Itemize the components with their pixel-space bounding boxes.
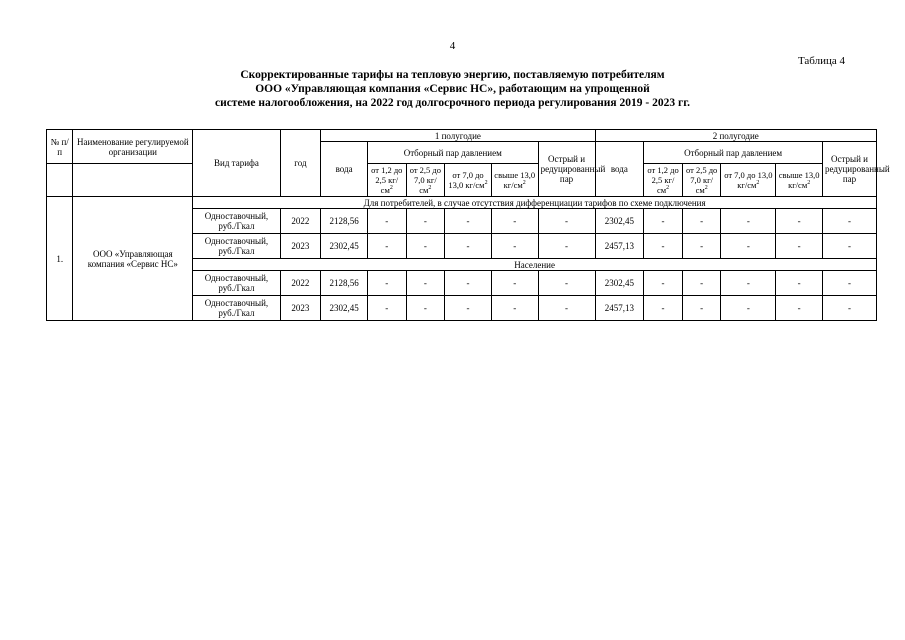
dash-cell: -	[406, 296, 445, 321]
header-pressure: от 2,5 до 7,0 $кг/см^2$	[682, 164, 721, 197]
header-half-2: 2 полугодие	[595, 130, 877, 142]
dash-cell: -	[682, 271, 721, 296]
header-pressure: от 7,0 до 13,0 $кг/см^2$	[721, 164, 776, 197]
row-number: 1.	[47, 197, 73, 321]
dash-cell: -	[644, 271, 683, 296]
dash-cell: -	[406, 271, 445, 296]
dash-cell: -	[445, 209, 492, 234]
dash-cell: -	[538, 209, 595, 234]
table-label: Таблица 4	[797, 55, 845, 67]
title-line: Скорректированные тарифы на тепловую энергию, поставляемую потребителям	[240, 69, 665, 81]
header-pressure: от 1,2 до 2,5 $кг/см^2$	[367, 164, 406, 197]
header-pressure: свыше 13,0 $кг/см^2$	[491, 164, 538, 197]
dash-cell: -	[367, 271, 406, 296]
dash-cell: -	[445, 271, 492, 296]
water-tariff-h1: 2128,56	[321, 271, 368, 296]
dash-cell: -	[644, 234, 683, 259]
segment-label: Для потребителей, в случае отсутствия дифференциации тарифов по схеме подключения	[193, 197, 877, 209]
dash-cell: -	[823, 209, 877, 234]
segment-label: Население	[193, 259, 877, 271]
dash-cell: -	[491, 271, 538, 296]
header-half-1: 1 полугодие	[321, 130, 595, 142]
header-org-blank	[47, 164, 73, 197]
dash-cell: -	[538, 271, 595, 296]
water-tariff-h2: 2302,45	[595, 209, 644, 234]
dash-cell: -	[367, 296, 406, 321]
dash-cell: -	[776, 234, 823, 259]
water-tariff-h1: 2302,45	[321, 234, 368, 259]
water-tariff-h1: 2302,45	[321, 296, 368, 321]
tariff-year: 2022	[280, 209, 321, 234]
header-year: год	[280, 130, 321, 197]
dash-cell: -	[682, 209, 721, 234]
tariff-year: 2023	[280, 234, 321, 259]
dash-cell: -	[491, 234, 538, 259]
header-steam-group: Отборный пар давлением	[644, 142, 823, 164]
dash-cell: -	[823, 296, 877, 321]
dash-cell: -	[776, 271, 823, 296]
header-water: вода	[595, 142, 644, 197]
header-sharp-steam: Острый и редуцированный пар	[823, 142, 877, 197]
header-org: Наименование регулируемой организации	[73, 130, 193, 164]
dash-cell: -	[823, 234, 877, 259]
dash-cell: -	[721, 271, 776, 296]
header-pressure: от 1,2 до 2,5 $кг/см^2$	[644, 164, 683, 197]
tariff-type: Одноставочный, руб./Гкал	[193, 209, 280, 234]
title-line: системе налогообложения, на 2022 год долгосрочного периода регулирования 2019 - 2023 гг.	[214, 97, 691, 109]
dash-cell: -	[682, 234, 721, 259]
dash-cell: -	[721, 296, 776, 321]
dash-cell: -	[721, 234, 776, 259]
title-line: ООО «Управляющая компания «Сервис НС», работающим на упрощенной	[255, 83, 650, 95]
header-pressure: свыше 13,0 $кг/см^2$	[776, 164, 823, 197]
tariff-year: 2023	[280, 296, 321, 321]
dash-cell: -	[367, 234, 406, 259]
header-row	[47, 130, 877, 142]
header-pressure: от 7,0 до 13,0 $кг/см^2$	[445, 164, 492, 197]
segment-row	[47, 197, 877, 209]
header-sharp-steam: Острый и редуцированный пар	[538, 142, 595, 197]
dash-cell: -	[823, 271, 877, 296]
dash-cell: -	[644, 209, 683, 234]
dash-cell: -	[776, 296, 823, 321]
document-title	[0, 68, 905, 110]
tariff-type: Одноставочный, руб./Гкал	[193, 234, 280, 259]
water-tariff-h1: 2128,56	[321, 209, 368, 234]
water-tariff-h2: 2457,13	[595, 234, 644, 259]
dash-cell: -	[721, 209, 776, 234]
dash-cell: -	[682, 296, 721, 321]
tariff-type: Одноставочный, руб./Гкал	[193, 296, 280, 321]
header-row	[47, 164, 877, 197]
header-pressure: от 2,5 до 7,0 $кг/см^2$	[406, 164, 445, 197]
header-vid: Вид тарифа	[193, 130, 280, 197]
dash-cell: -	[406, 234, 445, 259]
dash-cell: -	[445, 234, 492, 259]
dash-cell: -	[367, 209, 406, 234]
header-water: вода	[321, 142, 368, 197]
water-tariff-h2: 2302,45	[595, 271, 644, 296]
dash-cell: -	[776, 209, 823, 234]
dash-cell: -	[445, 296, 492, 321]
header-steam-group: Отборный пар давлением	[367, 142, 538, 164]
tariff-year: 2022	[280, 271, 321, 296]
page-number: 4	[449, 40, 456, 52]
dash-cell: -	[538, 296, 595, 321]
tariff-type: Одноставочный, руб./Гкал	[193, 271, 280, 296]
dash-cell: -	[406, 209, 445, 234]
dash-cell: -	[644, 296, 683, 321]
organization-name: ООО «Управляющая компания «Сервис НС»	[73, 197, 193, 321]
water-tariff-h2: 2457,13	[595, 296, 644, 321]
header-org-blank	[73, 164, 193, 197]
dash-cell: -	[491, 296, 538, 321]
dash-cell: -	[491, 209, 538, 234]
dash-cell: -	[538, 234, 595, 259]
tariffs-table	[46, 129, 890, 321]
header-num: № п/п	[47, 130, 73, 164]
